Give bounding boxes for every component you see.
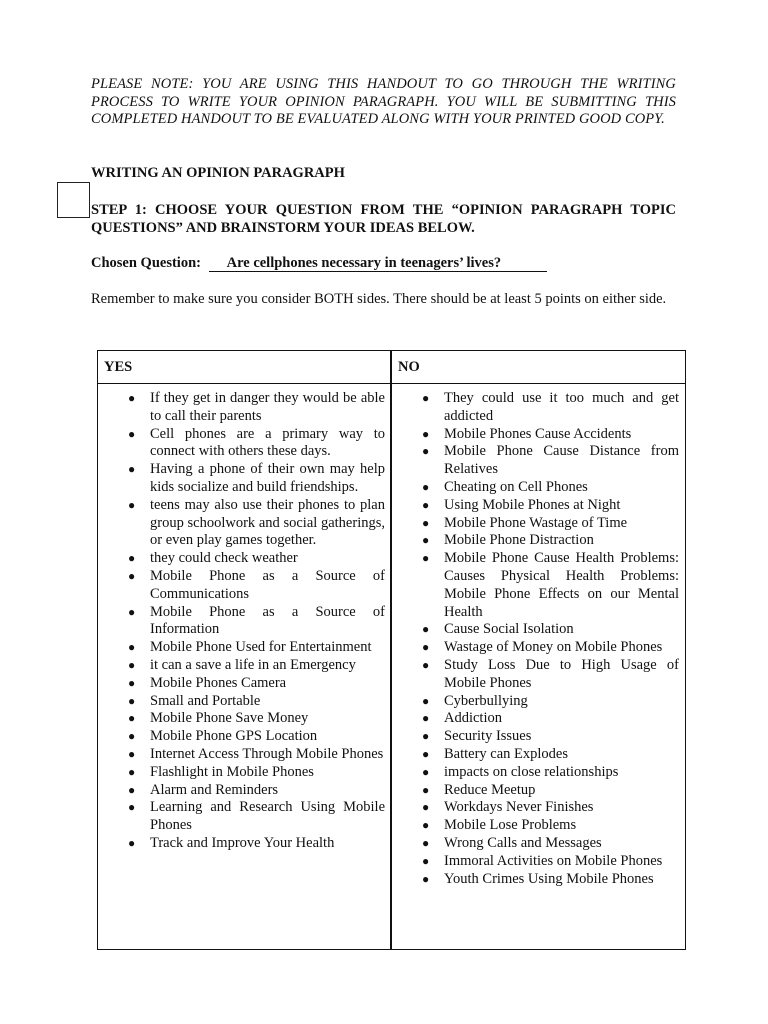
bullet-icon: ● [422,444,430,459]
no-list-item [416,871,679,889]
no-list-item [416,426,679,444]
no-list-item-text: Mobile Phones Cause Accidents [444,425,632,442]
yes-list-item-text: Cell phones are a primary way to connect with others these days. [150,425,385,460]
bullet-icon: ● [128,568,136,583]
no-list-item-text: Wrong Calls and Messages [444,834,602,851]
no-list-item-text: Battery can Explodes [444,745,569,762]
no-list-item-text: Reduce Meetup [444,781,536,798]
no-list-item [416,710,679,728]
no-list-item [416,515,679,533]
bullet-icon: ● [422,622,430,637]
handout-note: PLEASE NOTE: YOU ARE USING THIS HANDOUT TO GO THROUGH THE WRITING PROCESS TO WRITE YOUR OPINION PARAGRAPH. YOU WILL BE SUBMITTING THIS COMPLETED HANDOUT TO BE EVALUATED ALONG WITH YOUR PRINTED GOOD COPY. [91,76,676,128]
no-list-item-text: They could use it too much and get addicted [444,390,679,424]
yes-list-item [122,461,385,497]
yes-list-item [122,764,385,782]
no-list-item-text: Cause Social Isolation [444,621,574,638]
yes-list-item [122,497,385,550]
no-list-item [416,853,679,871]
no-list-item-text: Cheating on Cell Phones [444,478,588,495]
yes-list-item-text: Internet Access Through Mobile Phones [150,745,384,762]
no-list-item [416,497,679,515]
chosen-question-text: Are cellphones necessary in teenagers’ lives? [209,255,548,272]
chosen-question-label: Chosen Question: [91,255,201,271]
yes-list-item [122,639,385,657]
brainstorm-table [97,350,686,950]
yes-list-item [122,657,385,675]
bullet-icon: ● [422,764,430,779]
yes-column-header: YES [104,359,133,375]
bullet-icon: ● [128,462,136,477]
no-list-item [416,799,679,817]
bullet-icon: ● [128,764,136,779]
bullet-icon: ● [422,782,430,797]
reminder-text: Remember to make sure you consider BOTH sides. There should be at least 5 points on either side. [91,291,667,307]
no-list-item-text: Mobile Lose Problems [444,817,577,834]
no-column-header: NO [398,359,420,375]
chosen-question-line [91,255,547,272]
yes-list-item [122,728,385,746]
no-list-item [416,693,679,711]
bullet-icon: ● [128,657,136,672]
yes-list-item [122,568,385,604]
bullet-icon: ● [422,426,430,441]
bullet-icon: ● [422,693,430,708]
yes-list-item [122,426,385,462]
bullet-icon: ● [422,533,430,548]
no-list-item [416,657,679,693]
yes-list-item-text: Mobile Phone as a Source of Communications [150,567,385,602]
yes-list-item-text: teens may also use their phones to plan group schoolwork and social gatherings, or even play games together. [150,496,385,549]
yes-list-item [122,799,385,835]
bullet-icon: ● [422,871,430,886]
bullet-icon: ● [422,640,430,655]
no-list-item-text: Immoral Activities on Mobile Phones [444,852,663,869]
no-list-item [416,621,679,639]
no-list-item-text: Study Loss Due to High Usage of Mobile Phones [444,656,679,691]
no-list-item-text: Youth Crimes Using Mobile Phones [444,870,654,887]
no-list-item [416,728,679,746]
bullet-icon: ● [422,551,430,566]
no-list-item [416,550,679,621]
yes-list-item [122,604,385,640]
no-list-item [416,443,679,479]
bullet-icon: ● [422,497,430,512]
bullet-icon: ● [422,800,430,815]
yes-list-item-text: Mobile Phone GPS Location [150,728,318,745]
bullet-icon: ● [422,479,430,494]
yes-list-item-text: Mobile Phone Used for Entertainment [150,639,372,656]
no-list-item [416,835,679,853]
no-list [416,390,679,888]
checkbox[interactable] [57,182,90,218]
bullet-icon: ● [128,711,136,726]
yes-list-item [122,390,385,426]
yes-list-item-text: it can a save a life in an Emergency [150,656,356,673]
yes-list-item-text: Mobile Phone as a Source of Information [150,603,385,638]
bullet-icon: ● [128,835,136,850]
bullet-icon: ● [128,391,136,405]
bullet-icon: ● [128,782,136,797]
bullet-icon: ● [128,426,136,441]
yes-list-item [122,835,385,853]
no-list-item-text: Mobile Phone Cause Health Problems: Causes Physical Health Problems: Mobile Phone Effects on our Mental Health [444,550,679,620]
no-list-item-text: impacts on close relationships [444,763,619,780]
bullet-icon: ● [128,675,136,690]
bullet-icon: ● [422,853,430,868]
yes-list [122,390,385,853]
yes-list-item-text: Alarm and Reminders [150,781,279,798]
yes-list-item-text: Mobile Phone Save Money [150,710,309,727]
no-list-item-text: Cyberbullying [444,692,528,709]
bullet-icon: ● [128,497,136,512]
bullet-icon: ● [128,604,136,619]
yes-list-item [122,550,385,568]
yes-list-item-text: If they get in danger they would be able to call their parents [150,390,385,424]
bullet-icon: ● [422,729,430,744]
bullet-icon: ● [422,835,430,850]
yes-list-item-text: Track and Improve Your Health [150,834,335,851]
no-list-item-text: Mobile Phone Wastage of Time [444,514,628,531]
no-list-item-text: Workdays Never Finishes [444,799,594,816]
yes-list-item-text: Flashlight in Mobile Phones [150,763,314,780]
bullet-icon: ● [128,551,136,566]
bullet-icon: ● [128,729,136,744]
yes-list-item-text: Mobile Phones Camera [150,674,287,691]
bullet-icon: ● [128,746,136,761]
yes-list-item [122,710,385,728]
yes-list-item [122,746,385,764]
section-heading: WRITING AN OPINION PARAGRAPH [91,165,345,181]
yes-list-item [122,693,385,711]
no-list-item-text: Mobile Phone Cause Distance from Relatives [444,443,679,478]
bullet-icon: ● [128,640,136,655]
no-list-item-text: Mobile Phone Distraction [444,532,594,549]
no-list-item [416,479,679,497]
no-list-item [416,390,679,426]
no-list-item-text: Security Issues [444,728,532,745]
bullet-icon: ● [422,711,430,726]
no-list-item [416,764,679,782]
no-list-item-text: Using Mobile Phones at Night [444,496,621,513]
no-list-item [416,532,679,550]
no-list-item-text: Wastage of Money on Mobile Phones [444,639,663,656]
yes-list-item-text: Small and Portable [150,692,261,709]
no-list-item [416,782,679,800]
bullet-icon: ● [422,657,430,672]
bullet-icon: ● [422,515,430,530]
no-list-item [416,817,679,835]
bullet-icon: ● [422,391,430,405]
no-list-item-text: Addiction [444,710,502,727]
step-instruction: STEP 1: CHOOSE YOUR QUESTION FROM THE “OPINION PARAGRAPH TOPIC QUESTIONS” AND BRAINSTORM YOUR IDEAS BELOW. [91,202,676,236]
bullet-icon: ● [128,693,136,708]
yes-list-item [122,782,385,800]
bullet-icon: ● [422,818,430,833]
yes-list-item [122,675,385,693]
yes-list-item-text: they could check weather [150,550,298,567]
yes-list-item-text: Learning and Research Using Mobile Phones [150,799,385,834]
yes-list-item-text: Having a phone of their own may help kids socialize and build friendships. [150,461,385,495]
no-list-item [416,639,679,657]
bullet-icon: ● [128,800,136,815]
bullet-icon: ● [422,746,430,761]
column-divider [390,351,392,949]
table-header-row [98,351,685,384]
no-list-item [416,746,679,764]
